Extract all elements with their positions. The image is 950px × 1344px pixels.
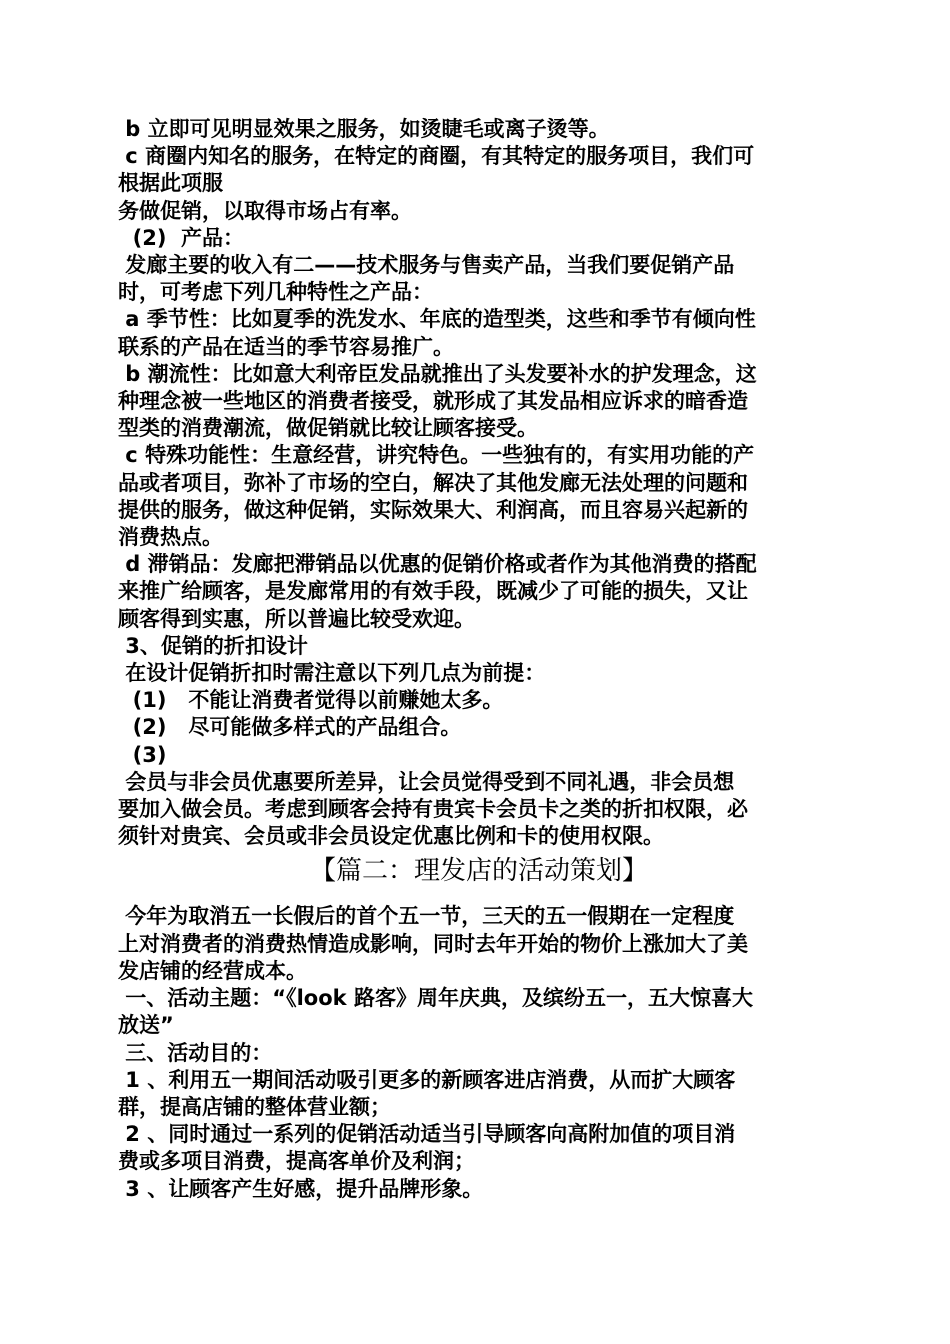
text-line: 要加入做会员。考虑到顾客会持有贵宾卡会员卡之类的折扣权限，必 [118,797,748,822]
text-line: 放送” [118,1013,174,1038]
text-line: c 特殊功能性：生意经营，讲究特色。一些独有的，有实用功能的产 [118,443,755,468]
text-line: 3 、让顾客产生好感，提升品牌形象。 [118,1176,484,1201]
text-line: 提供的服务，做这种促销，实际效果大、利润高，而且容易兴起新的 [118,497,748,522]
text-line: b 潮流性：比如意大利帝臣发品就推出了头发要补水的护发理念，这 [118,361,757,386]
text-line: 今年为取消五一长假后的首个五一节，三天的五一假期在一定程度 [118,904,735,929]
document-body [118,116,840,1203]
text-line: 品或者项目，弥补了市场的空白，解决了其他发廊无法处理的问题和 [118,470,748,495]
text-line: (1) 不能让消费者觉得以前赚她太多。 [118,688,504,713]
text-line: 群，提高店铺的整体营业额； [118,1094,391,1119]
text-line: 须针对贵宾、会员或非会员设定优惠比例和卡的使用权限。 [118,824,664,849]
text-line: c 商圈内知名的服务，在特定的商圈，有其特定的服务项目，我们可 [118,144,755,169]
text-line: 一、活动主题：“《look 路客》周年庆典，及缤纷五一，五大惊喜大 [118,986,753,1011]
text-line: (3) [118,742,167,767]
text-line: 1 、利用五一期间活动吸引更多的新顾客进店消费，从而扩大顾客 [118,1067,736,1092]
text-line: 时，可考虑下列几种特性之产品： [118,280,433,305]
text-line: 3、促销的折扣设计 [118,633,308,658]
text-line: a 季节性：比如夏季的洗发水、年底的造型类，这些和季节有倾向性 [118,307,756,332]
text-line: 上对消费者的消费热情造成影响，同时去年开始的物价上涨加大了美 [118,931,748,956]
text-line: 联系的产品在适当的季节容易推广。 [118,334,454,359]
text-line: 在设计促销折扣时需注意以下列几点为前提： [118,661,546,686]
text-line: b 立即可见明显效果之服务，如烫睫毛或离子烫等。 [118,117,610,141]
text-line: 种理念被一些地区的消费者接受，就形成了其发品相应诉求的暗香造 [118,389,748,414]
text-line: 三、活动目的： [118,1040,273,1065]
section-title: 【篇二：理发店的活动策划】 [309,856,648,887]
text-line: 会员与非会员优惠要所差异，让会员觉得受到不同礼遇，非会员想 [118,769,735,794]
text-line: 型类的消费潮流，做促销就比较让顾客接受。 [118,416,538,441]
text-line: 来推广给顾客，是发廊常用的有效手段，既减少了可能的损失，又让 [118,579,748,604]
text-line: 2 、同时通过一系列的促销活动适当引导顾客向高附加值的项目消 [118,1122,736,1147]
text-line: 发店铺的经营成本。 [118,958,307,983]
text-line: 务做促销，以取得市场占有率。 [118,198,412,223]
text-line: (2) 尽可能做多样式的产品组合。 [118,715,462,740]
text-line: 顾客得到实惠，所以普遍比较受欢迎。 [118,606,475,631]
text-line: d 滞销品：发廊把滞销品以优惠的促销价格或者作为其他消费的搭配 [118,552,757,577]
text-line: (2) 产品： [118,225,245,250]
text-line: 发廊主要的收入有二——技术服务与售卖产品，当我们要促销产品 [118,253,735,278]
text-line: 根据此项服 [118,171,223,196]
text-line: 消费热点。 [118,525,223,550]
text-line: 费或多项目消费，提高客单价及利润； [118,1149,475,1174]
part-two-text [118,903,840,1202]
part-one-text [118,116,840,850]
